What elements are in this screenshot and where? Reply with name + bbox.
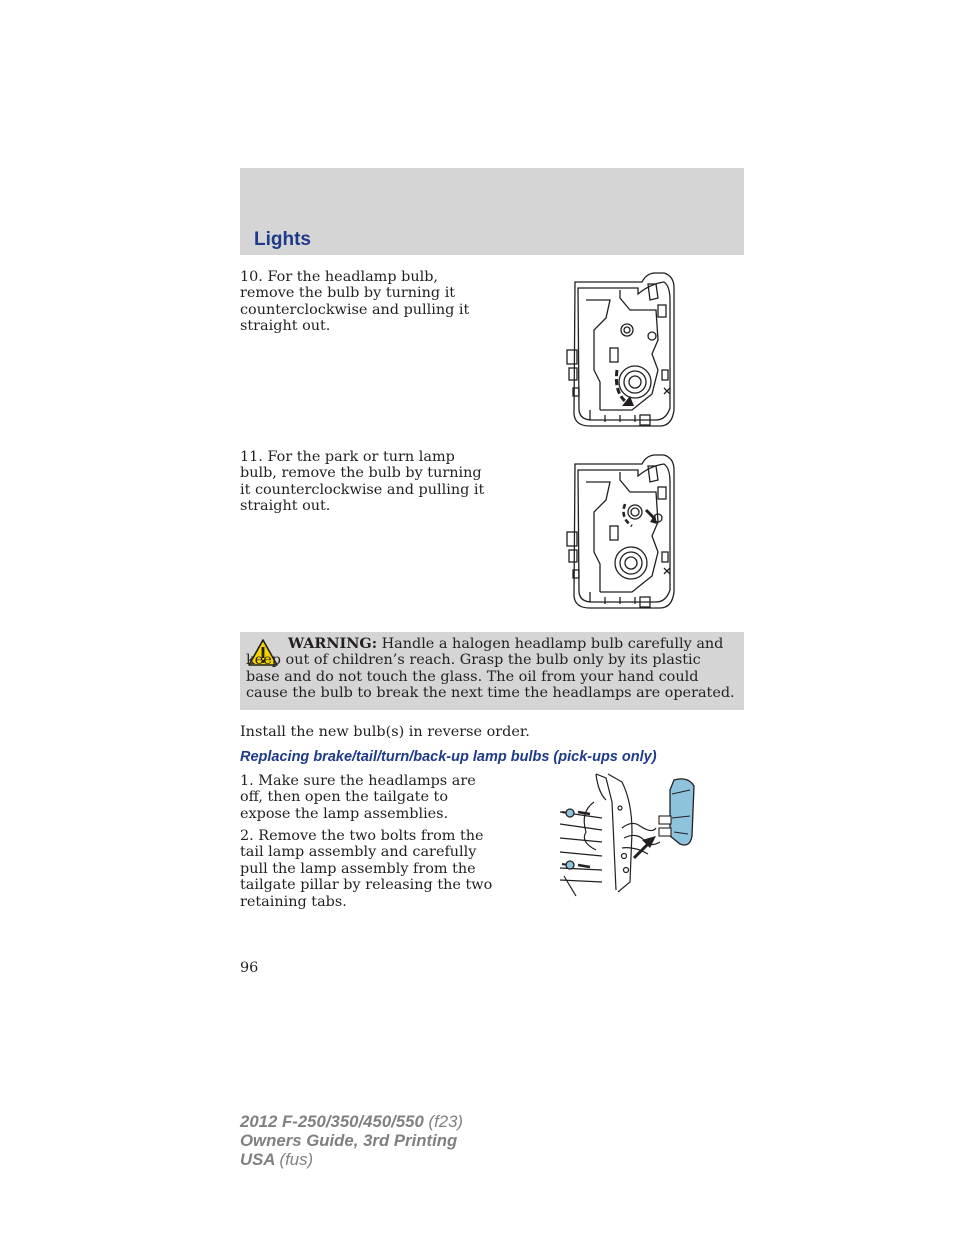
pickup-step-2-text: 2. Remove the two bolts from the tail lamp assembly and carefully pull the lamp assembly from the tailgate pillar by releasing the two retaining tabs. xyxy=(240,828,493,910)
section-title: Lights xyxy=(254,229,311,250)
section-subheading: Replacing brake/tail/turn/back-up lamp bulbs (pick-ups only) xyxy=(240,749,657,765)
install-note: Install the new bulb(s) in reverse order. xyxy=(240,724,530,740)
warning-box xyxy=(240,632,744,710)
warning-body: Handle a halogen headlamp bulb carefully and keep out of children’s reach. Grasp the bulb only by its plastic base and do not touch the glass. The oil from your hand could cause the bulb to break the next time the headlamps are operated. xyxy=(246,636,735,702)
park-turn-bulb-removal-figure xyxy=(560,452,685,612)
page-number: 96 xyxy=(240,960,259,976)
step-11-text: 11. For the park or turn lamp bulb, remove the bulb by turning it counterclockwise and pulling it straight out. xyxy=(240,449,485,515)
footer-line-2: Owners Guide, 3rd Printing xyxy=(240,1131,458,1150)
footer-publication-info xyxy=(240,1112,463,1169)
step-10-text: 10. For the headlamp bulb, remove the bulb by turning it counterclockwise and pulling it straight out. xyxy=(240,269,470,335)
footer-line-3 xyxy=(240,1150,463,1169)
footer-market: USA xyxy=(240,1150,275,1169)
footer-market-code: (fus) xyxy=(279,1150,314,1169)
section-header-band xyxy=(240,168,744,255)
footer-model-code: (f23) xyxy=(428,1112,464,1131)
bolt-icon xyxy=(566,861,590,869)
headlamp-bulb-removal-figure xyxy=(560,270,685,430)
pickup-step-1-text: 1. Make sure the headlamps are off, then open the tailgate to expose the lamp assemblies. xyxy=(240,773,476,822)
footer-line-1 xyxy=(240,1112,463,1131)
warning-text xyxy=(246,636,736,702)
tail-lamp-removal-figure xyxy=(556,772,706,897)
footer-model: 2012 F-250/350/450/550 xyxy=(240,1112,424,1131)
warning-label: WARNING: xyxy=(288,635,378,652)
